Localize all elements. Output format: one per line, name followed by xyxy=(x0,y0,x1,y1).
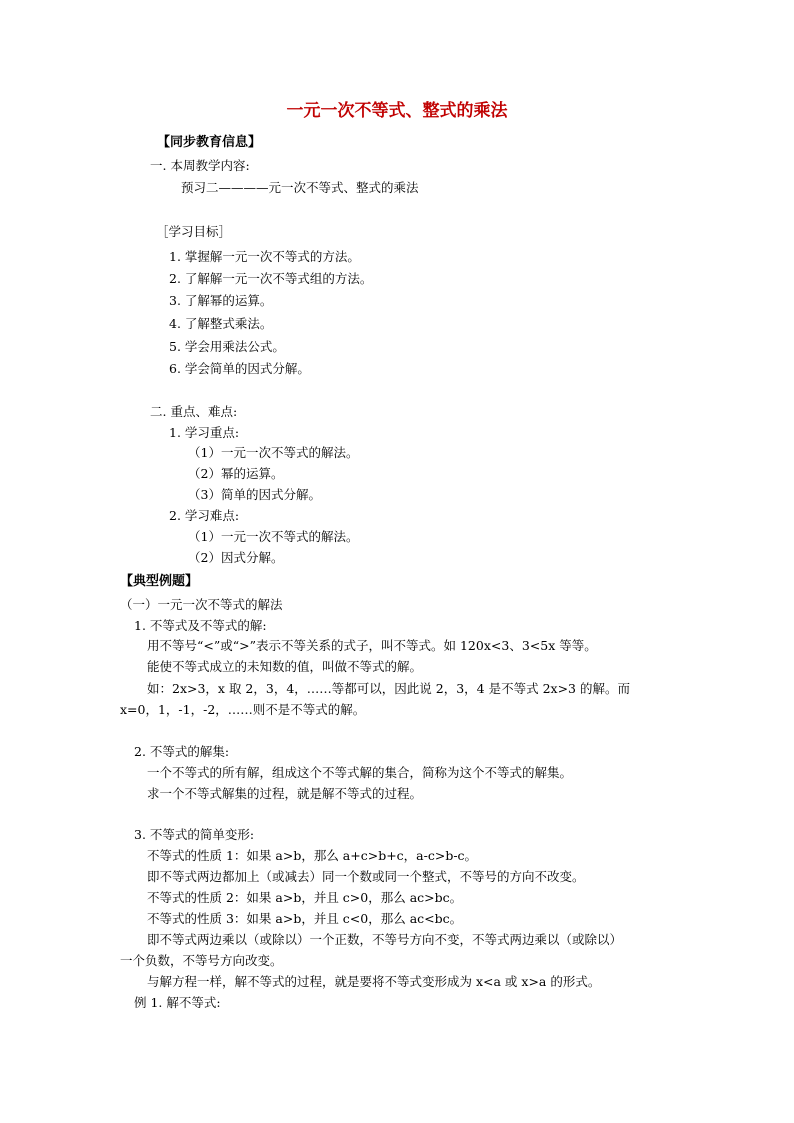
item3-line: 不等式的性质 3：如果 a>b，并且 c<0，那么 ac<bc。 xyxy=(147,911,463,926)
key-heading: 二. 重点、难点: xyxy=(150,404,238,419)
item3-line: 不等式的性质 1：如果 a>b，那么 a+c>b+c，a-c>b-c。 xyxy=(147,848,478,863)
item3-line: 即不等式两边都加上（或减去）同一个数或同一个整式，不等号的方向不改变。 xyxy=(147,869,585,884)
goal-item: 2. 了解解一元一次不等式组的方法。 xyxy=(169,271,373,286)
item3-wrap: 一个负数，不等号方向改变。 xyxy=(120,953,283,968)
key-points-label: 1. 学习重点: xyxy=(169,425,240,440)
content-text: 预习二————元一次不等式、整式的乘法 xyxy=(181,180,419,195)
item1-line: 如：2x>3，x 取 2，3，4，……等都可以，因此说 2，3，4 是不等式 2x>3 的解。而 xyxy=(147,681,630,696)
item1-heading: 1. 不等式及不等式的解: xyxy=(134,618,267,633)
item1-wrap: x=0，1，-1，-2，……则不是不等式的解。 xyxy=(120,702,366,717)
goal-item: 1. 掌握解一元一次不等式的方法。 xyxy=(169,249,360,264)
item2-heading: 2. 不等式的解集: xyxy=(134,744,230,759)
goal-item: 5. 学会用乘法公式。 xyxy=(169,339,285,354)
page-title: 一元一次不等式、整式的乘法 xyxy=(286,101,508,121)
key-point-item: （3）简单的因式分解。 xyxy=(188,487,321,502)
content-heading: 一. 本周教学内容: xyxy=(150,158,250,173)
difficult-label: 2. 学习难点: xyxy=(169,508,240,523)
section-header-sync-info: 【同步教育信息】 xyxy=(157,135,262,150)
item2-line: 求一个不等式解集的过程，就是解不等式的过程。 xyxy=(147,786,423,801)
goals-header: ［学习目标］ xyxy=(156,224,232,239)
section-header-examples: 【典型例题】 xyxy=(120,574,199,589)
item1-line: 用不等号“<”或“>”表示不等关系的式子，叫不等式。如 120x<3、3<5x 等等。 xyxy=(147,638,597,653)
goal-item: 4. 了解整式乘法。 xyxy=(169,316,273,331)
item3-line: 即不等式两边乘以（或除以）一个正数，不等号方向不变，不等式两边乘以（或除以） xyxy=(147,932,623,947)
goal-item: 6. 学会简单的因式分解。 xyxy=(169,361,310,376)
item3-heading: 3. 不等式的简单变形: xyxy=(134,827,255,842)
item3-last: 与解方程一样，解不等式的过程，就是要将不等式变形成为 x<a 或 x>a 的形式。 xyxy=(147,974,601,989)
part1-heading: （一）一元一次不等式的解法 xyxy=(120,597,283,612)
key-point-item: （1）一元一次不等式的解法。 xyxy=(188,445,359,460)
item2-line: 一个不等式的所有解，组成这个不等式解的集合，简称为这个不等式的解集。 xyxy=(147,765,573,780)
goal-item: 3. 了解幂的运算。 xyxy=(169,293,273,308)
item3-line: 不等式的性质 2：如果 a>b，并且 c>0，那么 ac>bc。 xyxy=(147,890,463,905)
difficult-point-item: （2）因式分解。 xyxy=(188,550,284,565)
item1-line: 能使不等式成立的未知数的值，叫做不等式的解。 xyxy=(147,659,423,674)
example1-heading: 例 1. 解不等式: xyxy=(134,995,221,1010)
difficult-point-item: （1）一元一次不等式的解法。 xyxy=(188,529,359,544)
key-point-item: （2）幂的运算。 xyxy=(188,466,284,481)
